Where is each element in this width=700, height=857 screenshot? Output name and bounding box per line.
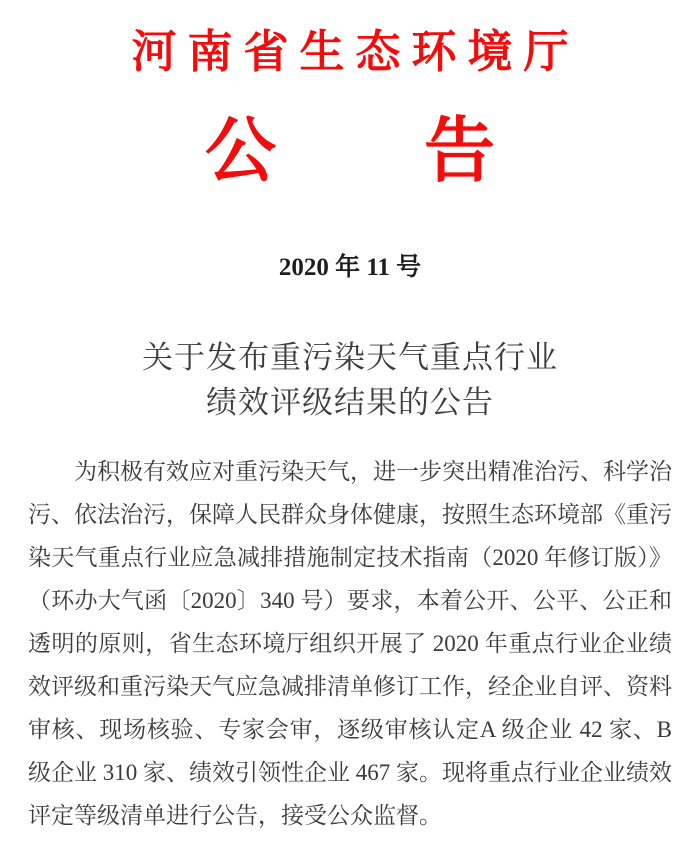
agency-name-heading: 河南省生态环境厅 — [131, 26, 580, 77]
announcement-title — [0, 335, 700, 425]
notice-type-char-1: 公 — [204, 112, 276, 191]
notice-type-heading — [0, 111, 700, 193]
body-paragraph: 为积极有效应对重污染天气，进一步突出精准治污、科学治污、依法治污，保障人民群众身体健康，按照生态环境部《重污染天气重点行业应急减排措施制定技术指南（2020 年修订版）》（环办大气函〔2020〕340 号）要求，本着公开、公平、公正和透明的原则，省生态环境厅组织开展了 2020 年重点行业企业绩效评级和重污染天气应急减排清单修订工作，经企业自评、资料审核、现场核验、专家会审，逐级审核认定A 级企业 42 家、B 级企业 310 家、绩效引领性企业 467 家。现将重点行业企业绩效评定等级清单进行公告，接受公众监督。 — [28, 459, 672, 828]
announcement-title-line1: 关于发布重污染天气重点行业 — [142, 340, 558, 375]
notice-type-char-2: 告 — [424, 112, 496, 191]
document-number: 2020 年 11 号 — [278, 254, 422, 281]
announcement-title-line2: 绩效评级结果的公告 — [206, 385, 494, 420]
